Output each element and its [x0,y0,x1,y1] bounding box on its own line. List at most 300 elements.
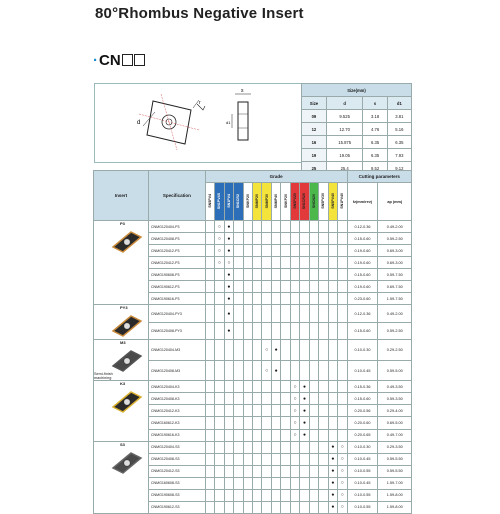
grade-cell [328,269,337,281]
insert-group-m3 [94,340,149,381]
grade-cell [234,257,243,269]
table-row [94,381,412,393]
grade-cell [215,429,224,441]
spec-cell: CNMG190608-S3 [148,489,205,501]
grade-cell [243,501,252,513]
grade-cell: ○ [290,393,299,405]
grade-cell [262,257,271,269]
grade-cell [290,305,299,323]
dim-d-label: d [137,120,141,126]
grade-header-2 [224,183,233,221]
grade-cell [234,281,243,293]
grade-cell [300,340,309,361]
grade-cell [243,417,252,429]
grade-cell [328,233,337,245]
grade-cell [300,269,309,281]
grade-cell [224,441,233,453]
fz-cell: 0.10-0.45 [347,360,378,381]
grade-cell [281,393,290,405]
grade-cell [253,233,262,245]
grade-cell [234,405,243,417]
grade-name: SNMP30 [264,193,269,209]
grade-cell [338,269,347,281]
grade-cell [205,221,214,233]
grade-cell [234,429,243,441]
grade-cell [253,340,262,361]
grade-cell [262,501,271,513]
grade-cell [253,477,262,489]
insert-group-label: PY3 [120,305,128,311]
grade-cell [281,269,290,281]
grade-cell [253,257,262,269]
grade-cell [300,257,309,269]
grade-cell: ○ [215,233,224,245]
grade-cell: ○ [338,453,347,465]
grade-cell [215,340,224,361]
grade-cell [328,340,337,361]
grade-cell: ● [300,381,309,393]
grade-cell [290,233,299,245]
grade-cell [319,477,328,489]
grade-cell [224,501,233,513]
size-cell: 9.52 [363,162,387,175]
size-col-3: d1 [387,97,411,110]
grade-cell [290,453,299,465]
grade-cell [300,281,309,293]
grade-cell [262,477,271,489]
size-row [302,123,412,136]
ap-cell: 0.59-3.50 [378,393,412,405]
grade-cell: ● [224,293,233,305]
series-prefix: CN [99,52,121,69]
grade-cell [253,489,262,501]
grade-cell [309,465,318,477]
grade-cell [205,381,214,393]
grade-cell [253,453,262,465]
grade-cell [243,269,252,281]
grade-cell [234,453,243,465]
size-cell: 3.18 [363,110,387,123]
size-cell: 6.35 [363,149,387,162]
grade-cell [253,305,262,323]
grade-cell: ● [300,393,309,405]
grade-name: SN5PV30 [321,193,326,209]
grade-cell: ● [271,340,280,361]
grade-cell [338,417,347,429]
grade-cell [205,417,214,429]
size-cell: 3.81 [387,110,411,123]
grade-cell [234,322,243,340]
grade-cell [215,453,224,465]
spec-cell: CNMG120412-P3 [148,257,205,269]
grade-cell [262,429,271,441]
grade-cell [319,465,328,477]
table-row [94,340,412,361]
grade-cell [271,417,280,429]
size-row [302,110,412,123]
grade-cell [224,477,233,489]
grade-cell [300,441,309,453]
grade-cell: ○ [215,257,224,269]
grade-cell: ● [224,221,233,233]
grade-cell [338,340,347,361]
grade-cell [234,233,243,245]
grade-cell [309,489,318,501]
fz-cell: 0.19-0.60 [347,257,378,269]
grade-cell [215,360,224,381]
grade-cell: ● [328,501,337,513]
grade-cell [290,340,299,361]
table-row [94,221,412,233]
grade-cell: ● [224,269,233,281]
spec-cell: CNMG120404-P3 [148,221,205,233]
grade-cell [271,305,280,323]
grade-cell [328,305,337,323]
size-cell: 9.525 [326,110,363,123]
grade-cell [205,360,214,381]
grade-cell: ● [224,245,233,257]
grade-cell [234,360,243,381]
grade-cell [300,322,309,340]
grade-cell [328,221,337,233]
grade-cell: ● [328,465,337,477]
grade-cell: ● [328,477,337,489]
grade-cell [271,257,280,269]
ap-cell: 0.59-5.00 [378,360,412,381]
grade-cell [271,221,280,233]
fz-cell: 0.10-0.55 [347,489,378,501]
grade-cell [234,441,243,453]
grade-cell [234,269,243,281]
grade-cell [281,429,290,441]
spec-cell: CNMG190616-K3 [148,429,205,441]
grade-cell [319,322,328,340]
grade-cell [328,381,337,393]
grade-cell [253,405,262,417]
grade-cell [271,429,280,441]
grade-cell [290,489,299,501]
size-row [302,136,412,149]
grade-cell [215,281,224,293]
grade-name: SN1CR2 [236,193,241,209]
grade-cell [253,393,262,405]
grade-cell [281,245,290,257]
grade-cell [290,293,299,305]
grade-cell [271,453,280,465]
ap-cell: 0.49-2.00 [378,305,412,323]
grade-cell [215,393,224,405]
fz-cell: 0.10-0.45 [347,453,378,465]
ap-cell: 0.59-7.50 [378,269,412,281]
grade-cell [309,221,318,233]
grade-cell [243,221,252,233]
grade-table [93,170,412,514]
insert-col-header: Insert [94,171,149,221]
spec-cell: CNMG190608-P3 [148,269,205,281]
grade-cell [271,393,280,405]
fz-cell: 0.20-0.60 [347,417,378,429]
spec-cell: CNMG120412-K3 [148,405,205,417]
grade-cell [215,417,224,429]
grade-cell [243,233,252,245]
grade-name: SN5PV20 [293,193,298,209]
spec-cell: CNMG120408-M3 [148,360,205,381]
grade-cell [243,465,252,477]
grade-cell [328,257,337,269]
table-row [94,305,412,323]
spec-cell: CNMG120408-S3 [148,453,205,465]
spec-cell: CNMG120408-PY3 [148,322,205,340]
grade-col-header: Grade [205,171,347,183]
grade-cell [281,293,290,305]
grade-cell [271,405,280,417]
grade-cell: ○ [338,501,347,513]
grade-cell [309,269,318,281]
grade-cell [309,477,318,489]
grade-cell [281,453,290,465]
grade-cell [328,417,337,429]
grade-header-5 [253,183,262,221]
grade-cell [205,233,214,245]
size-cell: 12.70 [326,123,363,136]
size-table [301,83,412,175]
bullet-dot: · [93,52,98,69]
grade-cell [224,453,233,465]
grade-cell [328,245,337,257]
grade-cell [253,245,262,257]
grade-cell [253,465,262,477]
grade-cell [281,417,290,429]
grade-cell [309,501,318,513]
grade-cell [319,340,328,361]
grade-cell: ○ [224,257,233,269]
grade-cell [243,393,252,405]
grade-cell [243,322,252,340]
spec-cell: CNMG160608-S3 [148,477,205,489]
grade-cell: ○ [290,429,299,441]
grade-cell: ○ [338,489,347,501]
grade-cell: ○ [215,245,224,257]
ap-cell: 0.29-3.50 [378,441,412,453]
size-cell: 16 [302,136,327,149]
ap-cell: 1.59-8.00 [378,489,412,501]
ap-cell: 0.49-3.50 [378,381,412,393]
grade-cell: ● [328,489,337,501]
insert-group-label: K3 [120,381,126,387]
insert-group-p3 [94,221,149,305]
grade-cell [309,305,318,323]
grade-cell [253,417,262,429]
fz-cell: 0.15-0.60 [347,233,378,245]
grade-cell [300,489,309,501]
grade-cell [319,281,328,293]
grade-cell [205,501,214,513]
grade-name: SN1PV40 [340,193,345,209]
grade-cell [215,405,224,417]
grade-cell [328,393,337,405]
fz-cell: 0.10-0.55 [347,465,378,477]
grade-cell: ● [224,305,233,323]
grade-cell [319,233,328,245]
grade-cell [253,221,262,233]
grade-header-1 [215,183,224,221]
size-cell: 25.4 [326,162,363,175]
grade-cell [262,233,271,245]
grade-cell [234,477,243,489]
grade-cell [224,489,233,501]
size-col-0: Size [302,97,327,110]
grade-cell [328,405,337,417]
grade-cell [309,322,318,340]
grade-cell [338,381,347,393]
grade-cell [262,393,271,405]
grade-cell [262,293,271,305]
grade-cell [290,477,299,489]
ap-cell: 0.59-5.50 [378,453,412,465]
grade-cell [205,465,214,477]
insert-group-k3 [94,381,149,441]
fz-cell: 0.10-0.30 [347,441,378,453]
grade-cell [243,281,252,293]
spec-cell: CNMG120404-PY3 [148,305,205,323]
size-cell: 25 [302,162,327,175]
size-cell: 4.76 [363,123,387,136]
grade-cell: ○ [338,477,347,489]
grade-cell [262,221,271,233]
grade-cell [224,381,233,393]
grade-cell [300,360,309,381]
table-row [94,441,412,453]
insert-photo-icon [94,345,148,374]
grade-cell [281,257,290,269]
ap-cell: 0.29-2.50 [378,340,412,361]
grade-cell [271,477,280,489]
grade-cell [253,441,262,453]
grade-cell [205,441,214,453]
insert-group-label: P3 [120,221,125,226]
fz-cell: 0.19-0.60 [347,281,378,293]
spec-cell: CNMG190616-P3 [148,293,205,305]
ap-cell: 0.59-2.50 [378,233,412,245]
size-cell: 09 [302,110,327,123]
grade-cell [281,489,290,501]
grade-cell [338,233,347,245]
grade-cell [281,465,290,477]
grade-cell: ● [224,322,233,340]
fz-cell: 0.15-0.60 [347,322,378,340]
grade-cell [224,429,233,441]
grade-cell [319,305,328,323]
grade-cell [234,501,243,513]
grade-header-11 [309,183,318,221]
fz-cell: 0.10-0.30 [347,340,378,361]
grade-cell [205,281,214,293]
grade-cell [309,417,318,429]
grade-header-12 [319,183,328,221]
grade-cell [215,477,224,489]
grade-cell [205,429,214,441]
spec-cell: CNMG120404-M3 [148,340,205,361]
grade-cell [309,360,318,381]
grade-cell [309,429,318,441]
grade-cell [224,465,233,477]
grade-cell [262,305,271,323]
series-heading [93,52,145,69]
grade-cell [262,405,271,417]
insert-photo-icon [94,386,148,415]
ap-cell: 0.69-7.50 [378,281,412,293]
grade-cell: ● [328,441,337,453]
ap-cell: 1.59-7.50 [378,293,412,305]
grade-cell [243,340,252,361]
grade-cell [215,322,224,340]
grade-cell [205,393,214,405]
grade-cell [271,465,280,477]
grade-cell [243,441,252,453]
grade-cell [300,501,309,513]
grade-cell [205,477,214,489]
grade-cell [271,381,280,393]
grade-cell [262,245,271,257]
grade-cell [300,453,309,465]
grade-cell [224,360,233,381]
grade-cell [262,269,271,281]
grade-header-8 [281,183,290,221]
ap-col-header: ap (mm) [378,183,412,221]
grade-cell [319,417,328,429]
grade-cell [300,221,309,233]
size-row [302,149,412,162]
grade-cell [271,293,280,305]
ap-cell: 0.59-2.50 [378,322,412,340]
grade-cell [205,257,214,269]
grade-cell [234,305,243,323]
grade-cell [290,221,299,233]
grade-cell [290,360,299,381]
ap-cell: 0.49-2.00 [378,221,412,233]
grade-cell: ○ [290,381,299,393]
grade-cell [205,305,214,323]
grade-cell [281,322,290,340]
grade-cell [262,281,271,293]
fz-cell: 0.20-0.56 [347,405,378,417]
insert-group-s3 [94,441,149,513]
ap-cell: 1.59-7.00 [378,477,412,489]
size-cell: 6.35 [363,136,387,149]
grade-cell: ● [300,405,309,417]
grade-cell [309,340,318,361]
grade-cell [338,393,347,405]
grade-cell [319,245,328,257]
grade-cell [319,501,328,513]
grade-cell [271,501,280,513]
fz-cell: 0.15-0.60 [347,269,378,281]
insert-photo-icon [94,226,148,255]
spec-cell: CNMG120412-P3 [148,245,205,257]
grade-cell [309,257,318,269]
grade-cell [290,269,299,281]
spec-cell: CNMG120412-S3 [148,465,205,477]
grade-cell [243,293,252,305]
grade-cell: ● [271,360,280,381]
grade-cell [234,293,243,305]
grade-cell: ○ [215,221,224,233]
grade-cell: ● [224,233,233,245]
grade-header-0 [205,183,214,221]
grade-cell [328,322,337,340]
grade-cell [300,465,309,477]
grade-name: SN1PV4S [217,192,222,210]
